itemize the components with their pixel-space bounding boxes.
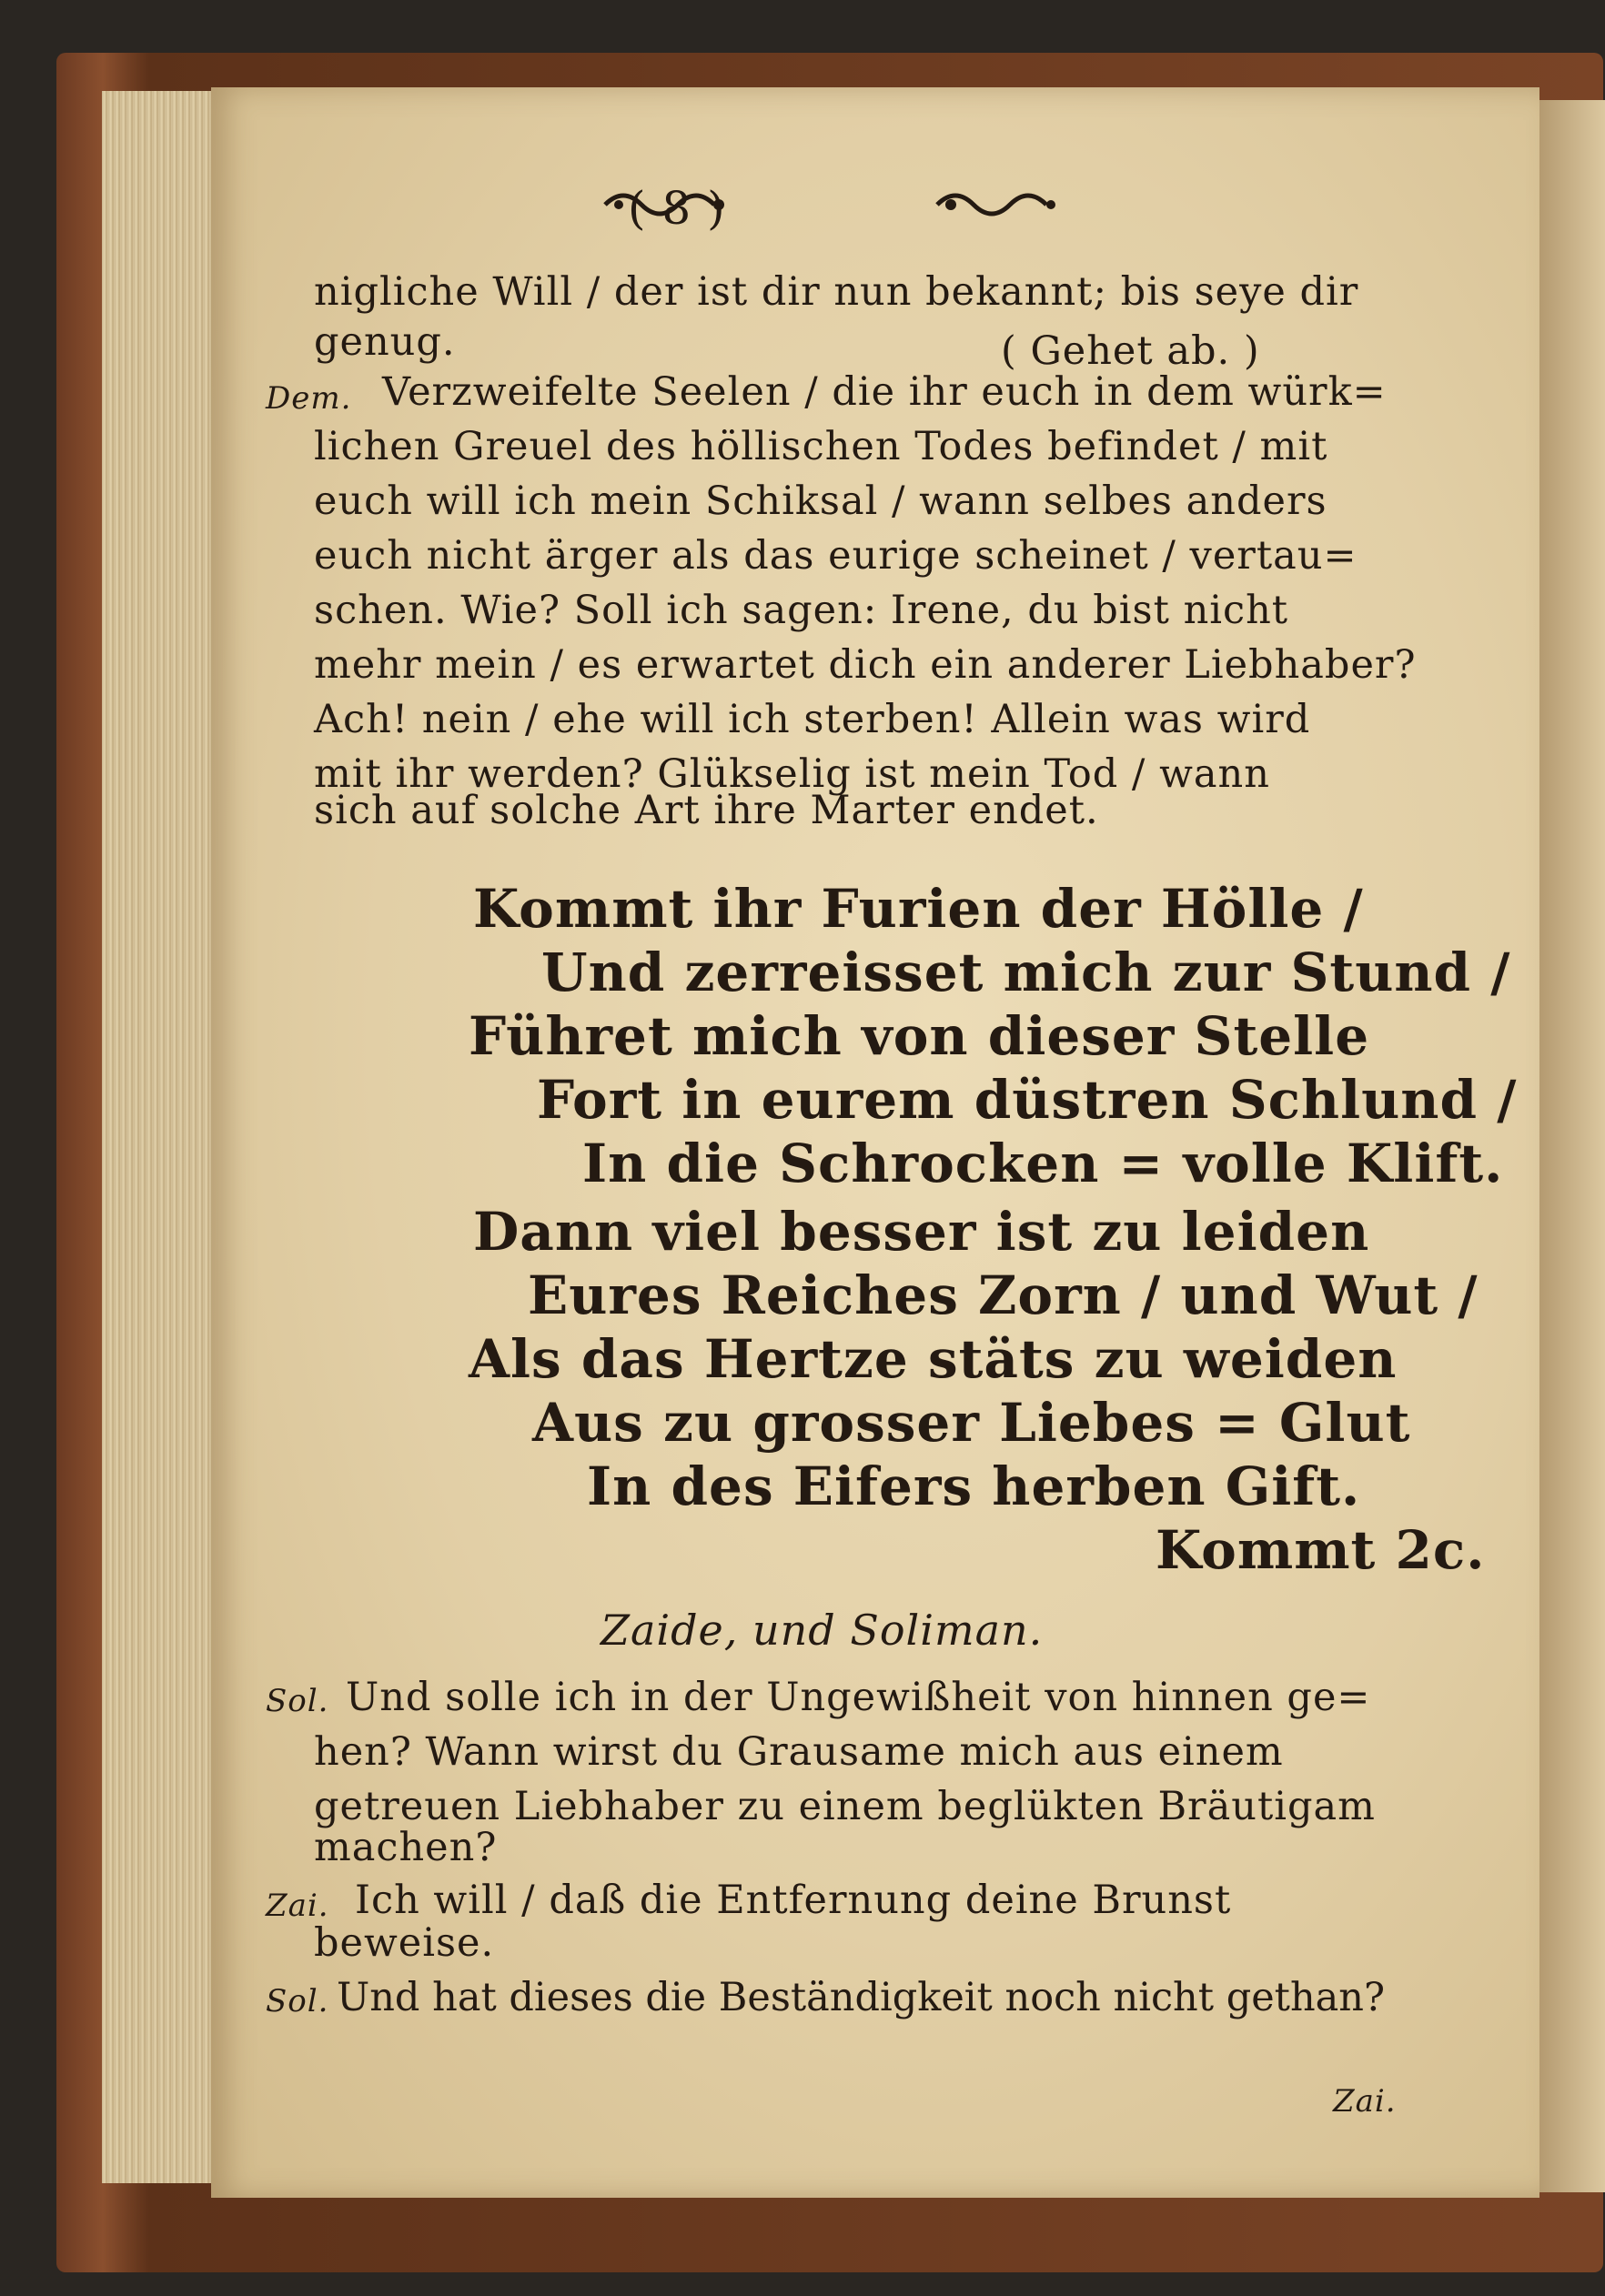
- text-line: euch will ich mein Schiksal / wann selbes anders: [314, 478, 1327, 524]
- text-line: Und solle ich in der Ungewißheit von hinnen ge=: [346, 1675, 1371, 1720]
- verse-line: Aus zu grosser Liebes = Glut: [532, 1392, 1411, 1454]
- text-line: nigliche Will / der ist dir nun bekannt; bis seye dir: [314, 269, 1359, 315]
- stage-direction: ( Gehet ab. ): [1001, 328, 1260, 374]
- speaker-label: Sol.: [266, 1683, 329, 1719]
- page-edges: [102, 91, 229, 2183]
- text-line: hen? Wann wirst du Grausame mich aus einem: [314, 1729, 1284, 1775]
- text-line: sich auf solche Art ihre Marter endet.: [314, 788, 1099, 833]
- facing-page-edge: [1539, 100, 1605, 2192]
- text-line: euch nicht ärger als das eurige scheinet / vertau=: [314, 533, 1358, 579]
- text-line: Verzweifelte Seelen / die ihr euch in dem würk=: [382, 369, 1387, 415]
- text-line: genug.: [314, 319, 456, 365]
- refrain: Kommt 2c.: [1156, 1519, 1486, 1581]
- verse-line: In die Schrocken = volle Klift.: [582, 1133, 1504, 1194]
- verse-line: Dann viel besser ist zu leiden: [473, 1201, 1370, 1263]
- page-number: ( 8 ): [628, 182, 726, 235]
- verse-line: Fort in eurem düstren Schlund /: [537, 1069, 1518, 1131]
- text-line: mehr mein / es erwartet dich ein anderer Liebhaber?: [314, 642, 1417, 688]
- verse-line: In des Eifers herben Gift.: [587, 1455, 1361, 1517]
- text-line: schen. Wie? Soll ich sagen: Irene, du bist nicht: [314, 588, 1289, 633]
- verse-line: Kommt ihr Furien der Hölle /: [473, 878, 1364, 940]
- verse-line: Führet mich von dieser Stelle: [469, 1005, 1370, 1067]
- text-line: mit ihr werden? Glükselig ist mein Tod / wann: [314, 751, 1270, 797]
- scene-characters: Zaide, und Soliman.: [601, 1606, 1044, 1655]
- text-line: machen?: [314, 1825, 498, 1870]
- text-line: Ich will / daß die Entfernung deine Brunst: [355, 1878, 1232, 1923]
- text-line: Und hat dieses die Beständigkeit noch nicht gethan?: [337, 1975, 1386, 2020]
- speaker-label: Sol.: [266, 1983, 329, 2019]
- verse-line: Und zerreisset mich zur Stund /: [541, 942, 1511, 1003]
- speaker-label: Zai.: [266, 1888, 329, 1924]
- catchword: Zai.: [1333, 2083, 1397, 2120]
- verse-line: Als das Hertze stäts zu weiden: [469, 1328, 1398, 1390]
- text-line: lichen Greuel des höllischen Todes befindet / mit: [314, 424, 1328, 469]
- verse-line: Eures Reiches Zorn / und Wut /: [528, 1264, 1479, 1326]
- text-line: beweise.: [314, 1920, 495, 1966]
- right-ornament: [933, 182, 1069, 227]
- speaker-label: Dem.: [266, 380, 352, 417]
- text-line: Ach! nein / ehe will ich sterben! Allein was wird: [314, 697, 1311, 742]
- text-line: getreuen Liebhaber zu einem beglükten Bräutigam: [314, 1784, 1376, 1829]
